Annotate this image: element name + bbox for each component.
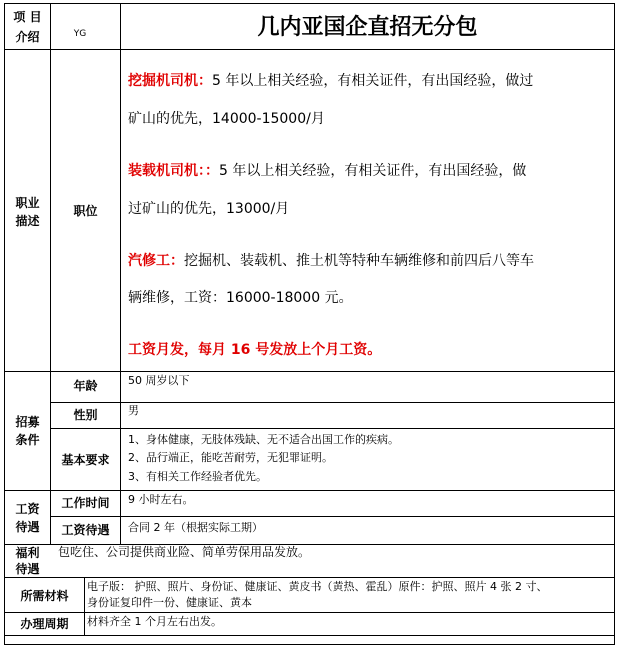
recruit-section-line2: 条件 [15,433,40,447]
loader-driver-line2: 过矿山的优先，13000/月 [128,201,290,217]
materials-line1: 电子版： 护照、照片、身份证、健康证、黄皮书（黄热、霍乱）原件：护照、照片 4 张 2 寸、 [87,580,548,593]
work-hours-value: 9 小时左右。 [128,493,194,506]
basic-requirement-1: 1、身体健康，无肢体残缺、无不适合出国工作的疾病。 [128,433,399,446]
hours-value-cell [120,490,615,517]
gender-label: 性别 [73,408,98,422]
welfare-label-line1: 福利 [15,546,40,560]
pay-section-line1: 工资 [15,502,40,516]
cut-off-row [4,635,615,645]
recruit-section-line1: 招募 [15,415,40,429]
excavator-driver-line1: 挖掘机司机：5 年以上相关经验，有相关证件，有出国经验，做过 [128,73,534,89]
basic-requirement-3: 3、有相关工作经验者优先。 [128,470,267,483]
loader-driver-line1: 装载机司机：：5 年以上相关经验，有相关证件，有出国经验，做 [128,163,527,179]
basic-requirement-2: 2、品行端正，能吃苦耐劳，无犯罪证明。 [128,451,333,464]
process-label: 办理周期 [20,617,69,631]
mechanic-title: 汽修工： [128,253,184,269]
gender-value: 男 [128,404,139,417]
welfare-label-line2: 待遇 [15,562,40,576]
project-label-line1: 项 目 [13,10,42,24]
pay-section-line2: 待遇 [15,520,40,534]
work-hours-label: 工作时间 [61,496,110,510]
loader-driver-title: 装载机司机：： [128,163,219,179]
mechanic-line1: 汽修工：挖掘机、装载机、推土机等特种车辆维修和前四后八等车 [128,253,534,269]
materials-line2: 身份证复印件一份、健康证、黄本 [87,596,252,609]
excavator-driver-title: 挖掘机司机： [128,73,212,89]
pay-treatment-value: 合同 2 年（根据实际工期） [128,521,263,534]
page-title: 几内亚国企直招无分包 [257,14,478,40]
basic-requirements-label: 基本要求 [61,453,110,467]
mechanic-line2: 辆维修，工资：16000-18000 元。 [128,290,353,306]
gender-value-cell [120,402,615,429]
pay-treatment-label: 工资待遇 [61,523,110,537]
project-label-line2: 介绍 [15,30,40,44]
welfare-value: 包吃住、公司提供商业险、简单劳保用品发放。 [58,545,311,559]
recruit-section-cell [4,371,51,491]
job-section-line1: 职业 [15,196,40,210]
age-value: 50 周岁以下 [128,374,190,387]
process-value: 材料齐全 1 个月左右出发。 [87,615,222,628]
age-value-cell [120,371,615,403]
age-label: 年龄 [73,379,98,393]
position-label: 职位 [73,204,98,218]
materials-label: 所需材料 [20,589,69,603]
project-code: YG [73,29,87,39]
excavator-driver-line2: 矿山的优先，14000-15000/月 [128,111,325,127]
pay-note: 工资月发，每月 16 号发放上个月工资。 [128,342,382,358]
pay-section-cell [4,490,51,545]
job-section-line2: 描述 [15,214,40,228]
